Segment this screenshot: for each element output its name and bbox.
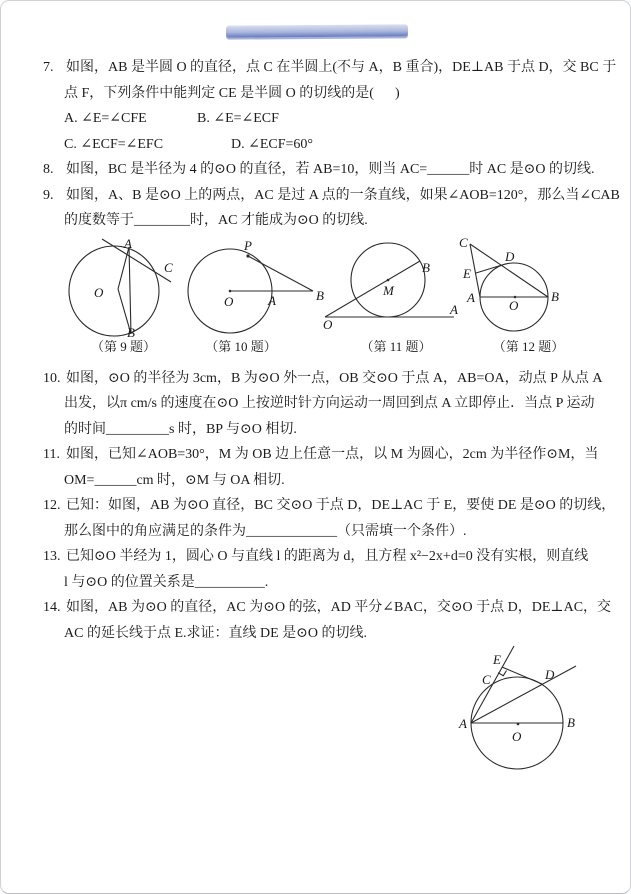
question-number: 11.	[43, 447, 60, 462]
figure-9-diagram	[56, 234, 191, 338]
question-number: 7.	[43, 60, 54, 75]
question-number: 8.	[43, 162, 54, 177]
point-label-B: B	[551, 288, 559, 304]
question-line: OM=______cm 时，⊙M 与 OA 相切.	[64, 472, 285, 488]
point-label-A: A	[467, 289, 475, 305]
point-label-E: E	[493, 652, 501, 667]
question-8	[43, 157, 603, 183]
segment-ED	[502, 667, 542, 684]
figure-caption: （第 11 题）	[360, 338, 432, 354]
line-PB	[248, 256, 313, 291]
options-row	[43, 106, 603, 132]
figure-14-diagram	[431, 646, 611, 804]
point-label-O: O	[224, 293, 234, 309]
question-text: 已知⊙O 半经为 1，圆心 O 与直线 l 的距离为 d，且方程 x²−2x+d=0 没有实根，则直线	[66, 549, 589, 564]
point-label-B: B	[316, 287, 324, 303]
figure-caption: （第 12 题）	[492, 338, 565, 354]
question-line: 出发，以π cm/s 的速度在⊙O 上按逆时针方向运动一周回到点 A 立即停止．当点 P 运动	[64, 396, 595, 411]
point-label-O: O	[94, 284, 104, 300]
question-line	[43, 366, 603, 392]
figure-10-diagram	[189, 234, 329, 338]
question-line	[43, 157, 603, 183]
question-number: 13.	[43, 549, 61, 564]
point-label-A: A	[450, 301, 458, 317]
point-label-B: B	[127, 324, 135, 340]
option-a: A. ∠E=∠CFE	[64, 111, 147, 126]
question-text: 如图，AB 为⊙O 的直径，AC 为⊙O 的弦，AD 平分∠BAC，交⊙O 于点 D，DE⊥AC，交	[66, 600, 612, 615]
question-number: 10.	[43, 370, 61, 386]
radius-OA	[118, 247, 129, 289]
tangent-line-AC	[102, 239, 171, 282]
point-label-C: C	[482, 672, 491, 687]
point-label-O: O	[512, 729, 522, 744]
question-line: l 与⊙O 的位置关系是__________.	[64, 574, 269, 590]
question-text: 如图，A、B 是⊙O 上的两点，AC 是过 A 点的一条直线，如果∠AOB=120°，那么当∠CAB	[66, 187, 620, 203]
question-number: 14.	[43, 600, 61, 615]
question-number: 9.	[43, 187, 54, 203]
question-9	[43, 183, 620, 234]
point-label-O: O	[509, 297, 519, 313]
figure-11-diagram	[321, 239, 461, 338]
question-line: 那么图中的角应满足的条件为_____________（只需填一个条件）.	[64, 523, 467, 539]
question-text: 如图，⊙O 的半径为 3cm，B 为⊙O 外一点，OB 交⊙O 于点 A，AB=OA，动点 P 从点 A	[66, 370, 603, 386]
options-row	[43, 132, 603, 158]
question-line	[43, 55, 617, 81]
figures-row	[43, 234, 603, 366]
line-OMB	[325, 261, 420, 317]
question-text: 已知：如图，AB 为⊙O 直径，BC 交⊙O 于点 D，DE⊥AC 于 E，要使 DE 是⊙O 的切线，	[66, 498, 616, 513]
question-line	[43, 493, 616, 519]
point-label-A: A	[268, 292, 276, 308]
question-line: AC 的延长线于点 E.求证：直线 DE 是⊙O 的切线.	[64, 625, 368, 641]
point-label-A: A	[459, 716, 467, 731]
point-label-E: E	[463, 265, 471, 281]
point-label-P: P	[244, 237, 252, 253]
option-c: C. ∠ECF=∠EFC	[64, 136, 164, 152]
figure-caption: （第 9 题）	[90, 338, 156, 354]
figure-caption: （第 10 题）	[205, 338, 277, 354]
question-7	[43, 55, 617, 157]
question-line: 点 F，下列条件中能判定 CE 是半圆 O 的切线的是( )	[64, 85, 400, 101]
figure-12-diagram	[456, 232, 606, 340]
circle-O	[69, 246, 159, 336]
question-10	[43, 366, 603, 443]
question-text: 如图，AB 是半圆 O 的直径，点 C 在半圆上(不与 A，B 重合)，DE⊥AB 于点 D，交 BC 于	[66, 60, 617, 75]
option-b: B. ∠E=∠ECF	[197, 111, 279, 126]
point-label-D: D	[505, 248, 515, 264]
question-line	[43, 595, 612, 621]
point-label-M: M	[383, 282, 394, 298]
question-13	[43, 544, 603, 595]
point-label-B: B	[567, 715, 575, 730]
question-14	[43, 595, 612, 646]
ink-scribble	[226, 24, 408, 37]
question-text: 如图，BC 是半径为 4 的⊙O 的直径，若 AB=10，则当 AC=______时 AC 是⊙O 的切线.	[66, 162, 595, 177]
question-12	[43, 493, 616, 544]
question-text: 如图，已知∠AOB=30°，M 为 OB 边上任意一点，以 M 为圆心，2cm 为半径作⊙M，当	[66, 447, 599, 462]
worksheet-content	[43, 55, 620, 806]
point-label-D: D	[545, 667, 555, 682]
point-label-B: B	[422, 259, 430, 275]
point-label-A: A	[124, 235, 132, 251]
line-ED	[476, 265, 502, 273]
point-label-C: C	[459, 234, 468, 250]
point-label-O: O	[323, 316, 333, 332]
question-line: 的时间_________s 时，BP 与⊙O 相切.	[64, 421, 297, 437]
question-line	[43, 544, 603, 570]
figure-14-wrap	[43, 646, 603, 806]
question-line	[43, 442, 603, 468]
point-label-C: C	[164, 259, 173, 275]
option-d: D. ∠ECF=60°	[231, 136, 314, 152]
question-line: 的度数等于________时，AC 才能成为⊙O 的切线.	[64, 213, 368, 228]
question-11	[43, 442, 603, 493]
question-number: 12.	[43, 498, 61, 513]
question-line	[43, 183, 620, 209]
chord-AB	[129, 247, 131, 334]
